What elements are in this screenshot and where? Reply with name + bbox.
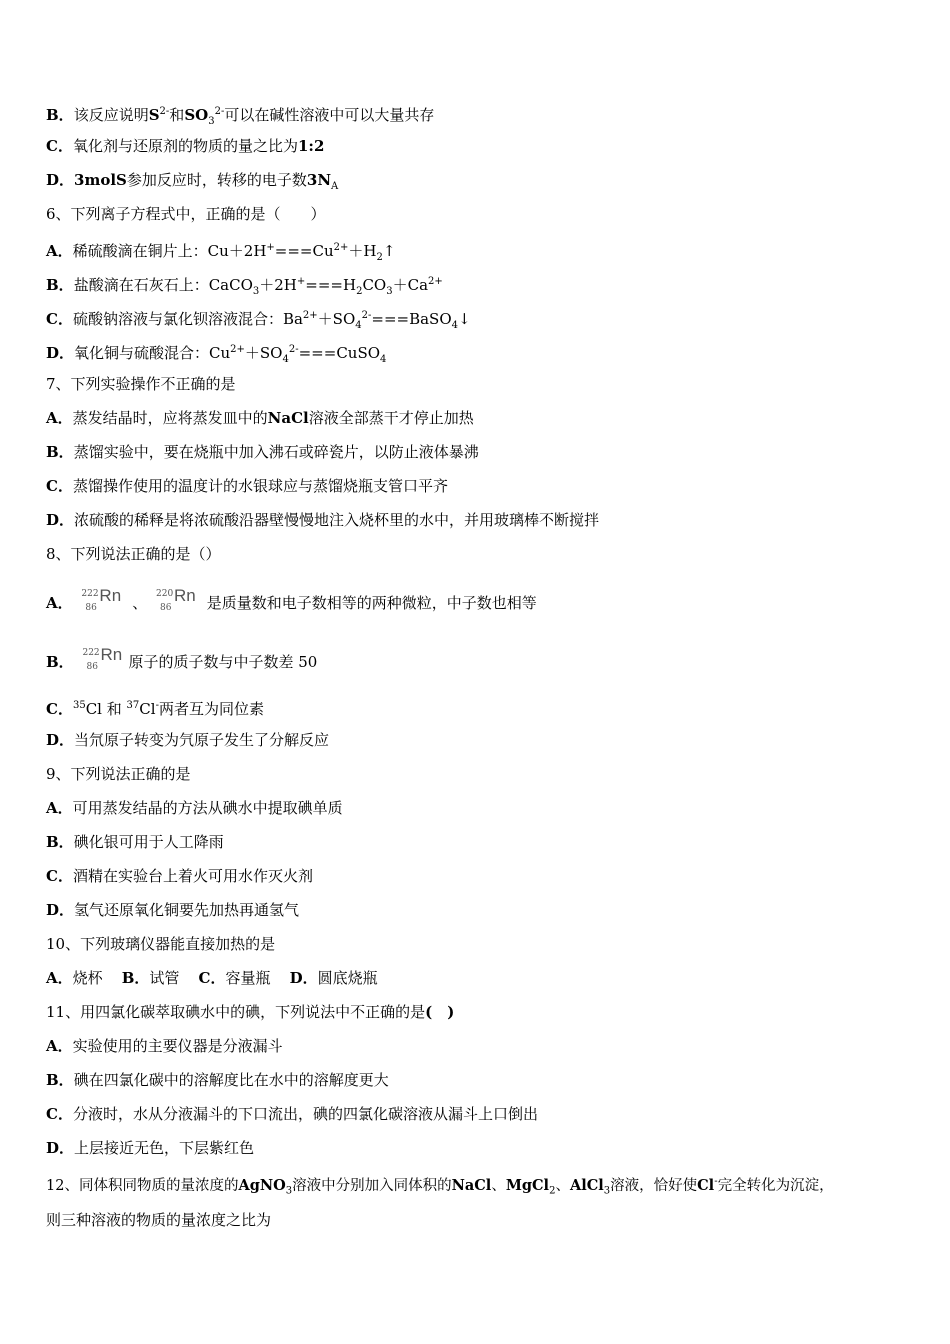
q6-option-a: A．稀硫酸滴在铜片上：$Cu+2H^+===Cu^{2+}+H_2↑$ xyxy=(46,242,396,263)
q9-stem: 9、下列说法正确的是 xyxy=(46,765,191,783)
q7-option-c: C．蒸馏操作使用的温度计的水银球应与蒸馏烧瓶支管口平齐 xyxy=(46,477,448,495)
q11-option-c: C．分液时，水从分液漏斗的下口流出，碘的四氯化碳溶液从漏斗上口倒出 xyxy=(46,1105,538,1123)
q6-option-b: B．盐酸滴在石灰石上：$CaCO_3+2H^+===H_2CO_3+Ca^{2+}$ xyxy=(46,276,443,297)
q11-stem: 11、用四氯化碳萃取碘水中的碘，下列说法中不正确的是( ) xyxy=(46,1003,455,1021)
q6-option-d: D．氧化铜与硫酸混合：$Cu^{2+}+SO_4^{2-}===CuSO_4$ xyxy=(46,344,387,365)
q12-stem-line1: 12、同体积同物质的量浓度的AgNO$_3$溶液中分别加入同体积的NaCl、MgCl$_2$、AlCl$_3$溶液，恰好使Cl-完全转化为沉淀， xyxy=(46,1176,834,1197)
nuclide-rn-220: 220 86 Rn xyxy=(156,586,196,613)
q8-option-a: A． 222 86 Rn 、 220 86 Rn 是质量数和电子数相等的两种微粒，中子数也相等 xyxy=(46,586,537,613)
q7-option-d: D．浓硫酸的稀释是将浓硫酸沿器壁慢慢地注入烧杯里的水中，并用玻璃棒不断搅拌 xyxy=(46,511,600,529)
q5-option-d: D．3molS参加反应时，转移的电子数$3N_A$ xyxy=(46,171,339,192)
q10-options: A．烧杯 B．试管 C．容量瓶 D．圆底烧瓶 xyxy=(46,969,378,987)
q11-option-d: D．上层接近无色，下层紫红色 xyxy=(46,1139,255,1157)
q8-option-b: B． 222 86 Rn 原子的质子数与中子数差 50 xyxy=(46,645,318,672)
q7-stem: 7、下列实验操作不正确的是 xyxy=(46,375,236,393)
q8-option-d: D．当氘原子转变为氕原子发生了分解反应 xyxy=(46,731,330,749)
q6-stem: 6、下列离子方程式中，正确的是（ ） xyxy=(46,205,326,223)
q9-option-d: D．氢气还原氧化铜要先加热再通氢气 xyxy=(46,901,300,919)
q11-option-b: B．碘在四氯化碳中的溶解度比在水中的溶解度更大 xyxy=(46,1071,389,1089)
q9-option-b: B．碘化银可用于人工降雨 xyxy=(46,833,224,851)
q8-option-c: C．$^{35}$Cl 和 $^{37}$Cl-两者互为同位素 xyxy=(46,700,264,718)
q11-option-a: A．实验使用的主要仪器是分液漏斗 xyxy=(46,1037,283,1055)
q10-stem: 10、下列玻璃仪器能直接加热的是 xyxy=(46,935,276,953)
q8-stem: 8、下列说法正确的是（） xyxy=(46,545,221,563)
q7-option-b: B．蒸馏实验中，要在烧瓶中加入沸石或碎瓷片，以防止液体暴沸 xyxy=(46,443,479,461)
q12-stem-line2: 则三种溶液的物质的量浓度之比为 xyxy=(46,1211,272,1229)
q7-option-a: A．蒸发结晶时，应将蒸发皿中的NaCl溶液全部蒸干才停止加热 xyxy=(46,409,474,427)
q9-option-a: A．可用蒸发结晶的方法从碘水中提取碘单质 xyxy=(46,799,343,817)
q5-option-b: B．该反应说明$S^{2-}$和$SO_3^{2-}$可以在碱性溶液中可以大量共存 xyxy=(46,106,435,127)
nuclide-rn-222: 222 86 Rn xyxy=(82,645,123,672)
q6-option-c: C．硫酸钠溶液与氯化钡溶液混合：$Ba^{2+}+SO_4^{2-}===BaSO_4↓$ xyxy=(46,310,471,331)
q9-option-c: C．酒精在实验台上着火可用水作灭火剂 xyxy=(46,867,313,885)
q5-option-c: C．氧化剂与还原剂的物质的量之比为1:2 xyxy=(46,137,325,155)
nuclide-rn-222: 222 86 Rn xyxy=(81,586,122,613)
